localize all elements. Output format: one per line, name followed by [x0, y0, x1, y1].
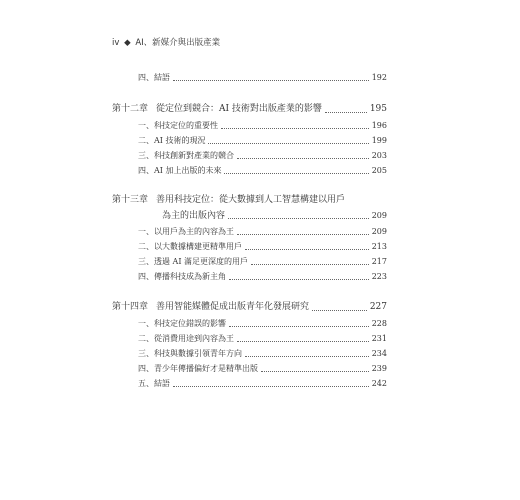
- dot-leader: [245, 248, 369, 250]
- toc-entry-page: 239: [371, 364, 387, 373]
- chapter-title: 善用智能媒體促成出版青年化發展研究: [156, 302, 310, 312]
- dot-leader: [173, 79, 369, 81]
- toc-entry-title: 三、科技創新對產業的競合: [138, 151, 234, 160]
- dot-leader: [229, 278, 369, 280]
- header-book-title: AI、新媒介與出版產業: [135, 38, 221, 48]
- toc-entry-title: 一、科技定位的重要性: [138, 121, 218, 130]
- toc-entry[interactable]: [112, 226, 387, 238]
- toc-entry-page: 192: [371, 73, 387, 82]
- toc-entry-page: 242: [371, 379, 387, 388]
- toc-entry-page: 231: [371, 334, 387, 343]
- chapter-title-continued: 為主的出版內容: [162, 211, 226, 221]
- chapter-page: 209: [371, 211, 387, 220]
- chapter-title: 善用科技定位：從大數據到人工智慧構建以用戶: [156, 195, 346, 205]
- toc-entry[interactable]: [112, 256, 387, 268]
- toc-chapter[interactable]: [112, 102, 387, 116]
- toc-entry-title: 二、從消費用途到內容為王: [138, 334, 234, 343]
- toc-entry-title: 四、傳播科技成為新主角: [138, 272, 226, 281]
- dot-leader: [312, 309, 367, 311]
- diamond-icon: ◆: [124, 38, 131, 48]
- toc-entry[interactable]: [112, 348, 387, 360]
- dot-leader: [237, 233, 369, 235]
- dot-leader: [237, 340, 369, 342]
- toc-entry[interactable]: [112, 318, 387, 330]
- toc-entry-title: 一、以用戶為主的內容為王: [138, 227, 234, 236]
- dot-leader: [237, 157, 369, 159]
- chapter-page: 195: [369, 104, 387, 114]
- toc-chapter[interactable]: [112, 193, 387, 207]
- toc-entry-title: 三、科技與數據引領青年方向: [138, 349, 242, 358]
- toc-entry-title: 二、AI 技術的現況: [138, 136, 206, 145]
- chapter-label: 第十二章: [112, 104, 149, 114]
- toc-entry-page: 199: [371, 136, 387, 145]
- toc-entry[interactable]: [112, 165, 387, 177]
- dot-leader: [245, 355, 369, 357]
- toc-entry[interactable]: [112, 363, 387, 375]
- toc-entry-page: 209: [371, 227, 387, 236]
- chapter-label: 第十四章: [112, 302, 149, 312]
- dot-leader: [325, 111, 367, 113]
- toc-entry-page: 205: [371, 166, 387, 175]
- toc-entry-title: 四、青少年傳播偏好才是精準出版: [138, 364, 258, 373]
- toc-entry-page: 213: [371, 242, 387, 251]
- dot-leader: [228, 217, 369, 219]
- toc-entry[interactable]: [112, 241, 387, 253]
- toc-entry[interactable]: [112, 120, 387, 132]
- toc-entry-page: 196: [371, 121, 387, 130]
- dot-leader: [208, 142, 368, 144]
- dot-leader: [261, 370, 369, 372]
- toc-entry-title: 五、結語: [138, 379, 170, 388]
- toc-entry[interactable]: [112, 333, 387, 345]
- toc-entry-title: 三、透過 AI 滿足更深度的用戶: [138, 257, 249, 266]
- dot-leader: [251, 263, 369, 265]
- header-page-number: iv: [112, 38, 120, 48]
- toc-entry[interactable]: [112, 72, 387, 84]
- running-header: [112, 36, 220, 48]
- dot-leader: [221, 127, 369, 129]
- toc-entry-title: 一、科技定位錯誤的影響: [138, 319, 226, 328]
- chapter-title: 從定位到競合：AI 技術對出版產業的影響: [156, 104, 322, 114]
- toc-entry-page: 234: [371, 349, 387, 358]
- toc-entry[interactable]: [112, 135, 387, 147]
- toc-entry[interactable]: [112, 271, 387, 283]
- toc-entry[interactable]: [112, 378, 387, 390]
- chapter-label: 第十三章: [112, 195, 149, 205]
- toc-entry-page: 223: [371, 272, 387, 281]
- toc-chapter[interactable]: [112, 300, 387, 314]
- toc-entry-page: 217: [371, 257, 387, 266]
- chapter-page: 227: [369, 302, 387, 312]
- toc-entry-title: 二、以大數據構建更精準用戶: [138, 242, 242, 251]
- toc-entry[interactable]: [112, 150, 387, 162]
- toc-entry-page: 228: [371, 319, 387, 328]
- dot-leader: [229, 325, 369, 327]
- dot-leader: [173, 385, 369, 387]
- toc-entry-title: 四、AI 加上出版的未來: [138, 166, 222, 175]
- toc-entry-title: 四、結語: [138, 73, 170, 82]
- toc-chapter-continued[interactable]: [112, 210, 387, 222]
- dot-leader: [224, 172, 368, 174]
- toc-entry-page: 203: [371, 151, 387, 160]
